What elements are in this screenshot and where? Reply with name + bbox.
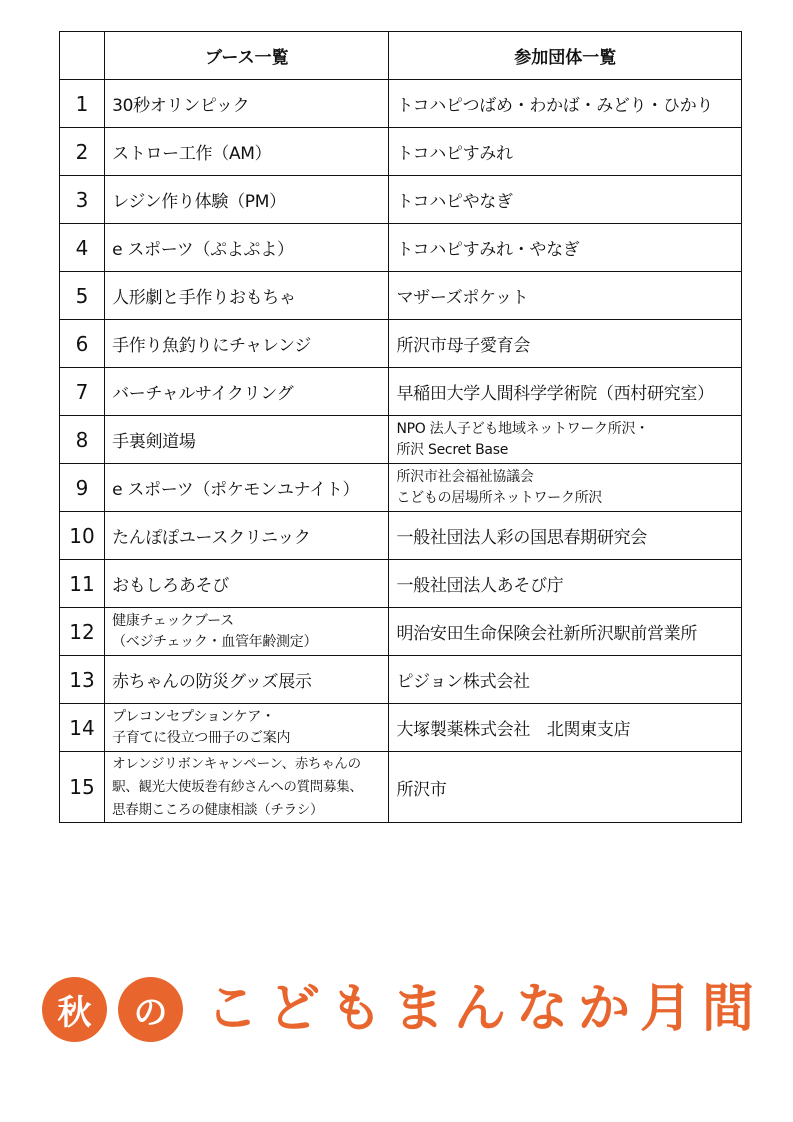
booth-name: バーチャルサイクリング — [105, 368, 389, 416]
row-number: 13 — [60, 656, 105, 704]
row-number: 1 — [60, 80, 105, 128]
header-booth-list: ブース一覧 — [105, 32, 389, 80]
organization-name: 所沢市 — [389, 752, 742, 823]
row-number: 12 — [60, 608, 105, 656]
booth-name: 30秒オリンピック — [105, 80, 389, 128]
row-number: 6 — [60, 320, 105, 368]
autumn-circle-badge: 秋 — [42, 977, 107, 1042]
organization-name: トコハピすみれ・やなぎ — [389, 224, 742, 272]
table-header-row — [60, 32, 742, 80]
booth-name: オレンジリボンキャンペーン、赤ちゃんの 駅、観光大使坂巻有紗さんへの質問募集、 思春期こころの健康相談（チラシ） — [105, 752, 389, 823]
table-row — [60, 608, 742, 656]
organization-name: 早稲田大学人間科学学術院（西村研究室） — [389, 368, 742, 416]
row-number: 11 — [60, 560, 105, 608]
organization-name: 明治安田生命保険会社新所沢駅前営業所 — [389, 608, 742, 656]
row-number: 5 — [60, 272, 105, 320]
organization-name: トコハピすみれ — [389, 128, 742, 176]
row-number: 3 — [60, 176, 105, 224]
organization-name: NPO 法人子ども地域ネットワーク所沢・ 所沢 Secret Base — [389, 416, 742, 464]
row-number: 2 — [60, 128, 105, 176]
table-row — [60, 320, 742, 368]
organization-name: マザーズポケット — [389, 272, 742, 320]
table-row — [60, 464, 742, 512]
table-row — [60, 176, 742, 224]
table-row — [60, 224, 742, 272]
organization-name: 所沢市母子愛育会 — [389, 320, 742, 368]
booth-name: 手裏剣道場 — [105, 416, 389, 464]
booth-name: 手作り魚釣りにチャレンジ — [105, 320, 389, 368]
organization-name: トコハピやなぎ — [389, 176, 742, 224]
booth-name: 赤ちゃんの防災グッズ展示 — [105, 656, 389, 704]
table-row — [60, 128, 742, 176]
event-title-text: こどもまんなか月間 — [206, 979, 765, 1039]
no-circle-badge: の — [118, 977, 183, 1042]
booth-name: 健康チェックブース （ベジチェック・血管年齢測定） — [105, 608, 389, 656]
table-row — [60, 560, 742, 608]
booth-name: e スポーツ（ぷよぷよ） — [105, 224, 389, 272]
organization-name: 一般社団法人彩の国思春期研究会 — [389, 512, 742, 560]
organization-name: 大塚製薬株式会社 北関東支店 — [389, 704, 742, 752]
row-number: 8 — [60, 416, 105, 464]
booth-name: たんぽぽユースクリニック — [105, 512, 389, 560]
table-row — [60, 416, 742, 464]
event-title-banner — [42, 975, 764, 1043]
table-row — [60, 512, 742, 560]
table-row — [60, 704, 742, 752]
header-organization-list: 参加団体一覧 — [389, 32, 742, 80]
table-row — [60, 656, 742, 704]
row-number: 4 — [60, 224, 105, 272]
organization-name: ピジョン株式会社 — [389, 656, 742, 704]
table-row — [60, 368, 742, 416]
booth-name: ストロー工作（AM） — [105, 128, 389, 176]
organization-name: 一般社団法人あそび庁 — [389, 560, 742, 608]
table-row — [60, 80, 742, 128]
row-number: 7 — [60, 368, 105, 416]
row-number: 9 — [60, 464, 105, 512]
row-number: 15 — [60, 752, 105, 823]
booth-table — [59, 31, 742, 823]
organization-name: 所沢市社会福祉協議会 こどもの居場所ネットワーク所沢 — [389, 464, 742, 512]
booth-name: レジン作り体験（PM） — [105, 176, 389, 224]
row-number: 14 — [60, 704, 105, 752]
booth-name: 人形劇と手作りおもちゃ — [105, 272, 389, 320]
header-no — [60, 32, 105, 80]
booth-name: e スポーツ（ポケモンユナイト） — [105, 464, 389, 512]
organization-name: トコハピつばめ・わかば・みどり・ひかり — [389, 80, 742, 128]
table-row — [60, 752, 742, 823]
booth-name: プレコンセプションケア・ 子育てに役立つ冊子のご案内 — [105, 704, 389, 752]
table-row — [60, 272, 742, 320]
row-number: 10 — [60, 512, 105, 560]
booth-name: おもしろあそび — [105, 560, 389, 608]
